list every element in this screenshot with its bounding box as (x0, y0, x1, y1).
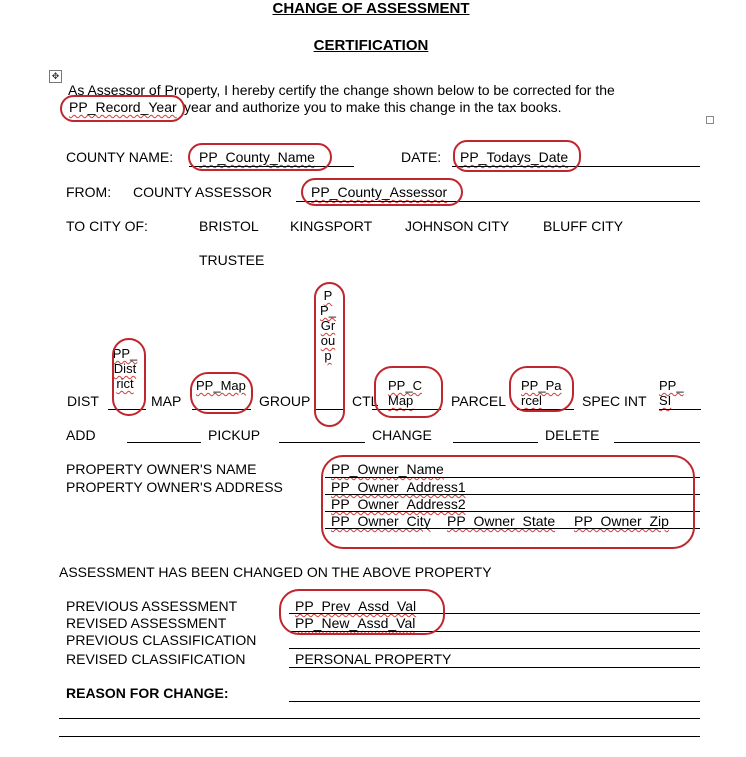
previous-classification-label: PREVIOUS CLASSIFICATION (66, 632, 257, 648)
map-highlight (190, 372, 253, 414)
from-label: FROM: (66, 184, 112, 200)
revised-classification-underline (289, 667, 700, 668)
new-assd-val-field[interactable]: PP_New_Assd_Val (295, 615, 416, 631)
group-highlight (314, 282, 345, 427)
prev-assd-val-field[interactable]: PP_Prev_Assd_Val (295, 598, 417, 614)
owner-name-field[interactable]: PP_Owner_Name (331, 461, 444, 477)
assessment-values-highlight (279, 589, 445, 635)
pickup-blank[interactable] (279, 442, 365, 443)
previous-assessment-label: PREVIOUS ASSESSMENT (66, 598, 238, 614)
reason-for-change-label: REASON FOR CHANGE: (66, 685, 229, 701)
city-bristol: BRISTOL (199, 218, 259, 234)
county-assessor-highlight (301, 178, 463, 206)
cmap-highlight (374, 366, 443, 418)
delete-label: DELETE (545, 427, 600, 443)
county-assessor-label: COUNTY ASSESSOR (133, 184, 273, 200)
ctl-label: CTL (352, 393, 379, 409)
county-name-label: COUNTY NAME: (66, 149, 174, 165)
group-label: GROUP (259, 393, 311, 409)
county-assessor-field[interactable]: PP_County_Assessor (311, 184, 448, 200)
owner-address-label: PROPERTY OWNER'S ADDRESS (66, 479, 283, 495)
owner-info-highlight (321, 455, 695, 549)
previous-classification-underline (289, 648, 700, 649)
parcel-label: PARCEL (451, 393, 506, 409)
owner-address2-field[interactable]: PP_Owner_Address2 (331, 496, 466, 512)
document-title: CHANGE OF ASSESSMENT (272, 0, 470, 17)
to-city-label: TO CITY OF: (66, 218, 148, 234)
cmap-field[interactable]: PP_CMap (388, 378, 422, 408)
revised-assessment-label: REVISED ASSESSMENT (66, 615, 227, 631)
change-blank[interactable] (453, 442, 538, 443)
district-field[interactable]: PP_District (112, 346, 138, 391)
trustee-label: TRUSTEE (199, 252, 265, 268)
group-field[interactable]: PP_Group (320, 288, 336, 363)
resize-handle-icon[interactable] (706, 116, 714, 124)
district-highlight (112, 338, 146, 416)
city-kingsport: KINGSPORT (290, 218, 373, 234)
county-name-field[interactable]: PP_County_Name (199, 149, 315, 165)
revised-classification-label: REVISED CLASSIFICATION (66, 651, 246, 667)
date-label: DATE: (401, 149, 442, 165)
assessment-changed-statement: ASSESSMENT HAS BEEN CHANGED ON THE ABOVE PROPERTY (59, 564, 492, 580)
county-name-highlight (188, 143, 332, 171)
todays-date-highlight (453, 140, 581, 172)
add-label: ADD (66, 427, 96, 443)
special-interest-underline (659, 409, 701, 410)
owner-address1-field[interactable]: PP_Owner_Address1 (331, 479, 466, 495)
spec-int-label: SPEC INT (582, 393, 647, 409)
special-interest-field[interactable]: PP_SI (659, 378, 684, 408)
move-handle-icon[interactable]: ✥ (49, 70, 62, 83)
reason-line-3[interactable] (59, 736, 700, 737)
owner-city-field[interactable]: PP_Owner_City (331, 513, 431, 529)
reason-line-2[interactable] (59, 718, 700, 719)
owner-zip-field[interactable]: PP_Owner_Zip (574, 513, 669, 529)
parcel-highlight (509, 366, 574, 412)
parcel-field[interactable]: PP_Parcel (521, 378, 562, 408)
intro-line-2: year and authorize you to make this change in the tax books. (184, 99, 562, 115)
delete-blank[interactable] (614, 442, 700, 443)
record-year-field[interactable]: PP_Record_Year (69, 99, 177, 115)
add-blank[interactable] (127, 442, 201, 443)
pickup-label: PICKUP (208, 427, 261, 443)
revised-classification-value: PERSONAL PROPERTY (295, 651, 452, 667)
document-subtitle: CERTIFICATION (313, 37, 429, 54)
intro-line-1: As Assessor of Property, I hereby certify the change shown below to be corrected for the (68, 82, 615, 98)
reason-line-1[interactable] (289, 701, 700, 702)
map-label: MAP (151, 393, 182, 409)
city-johnson-city: JOHNSON CITY (405, 218, 510, 234)
city-bluff-city: BLUFF CITY (543, 218, 624, 234)
todays-date-field[interactable]: PP_Todays_Date (460, 149, 569, 165)
map-field[interactable]: PP_Map (196, 378, 246, 393)
change-label: CHANGE (372, 427, 432, 443)
record-year-highlight (60, 95, 185, 122)
dist-label: DIST (67, 393, 99, 409)
owner-state-field[interactable]: PP_Owner_State (447, 513, 556, 529)
owner-name-label: PROPERTY OWNER'S NAME (66, 461, 257, 477)
